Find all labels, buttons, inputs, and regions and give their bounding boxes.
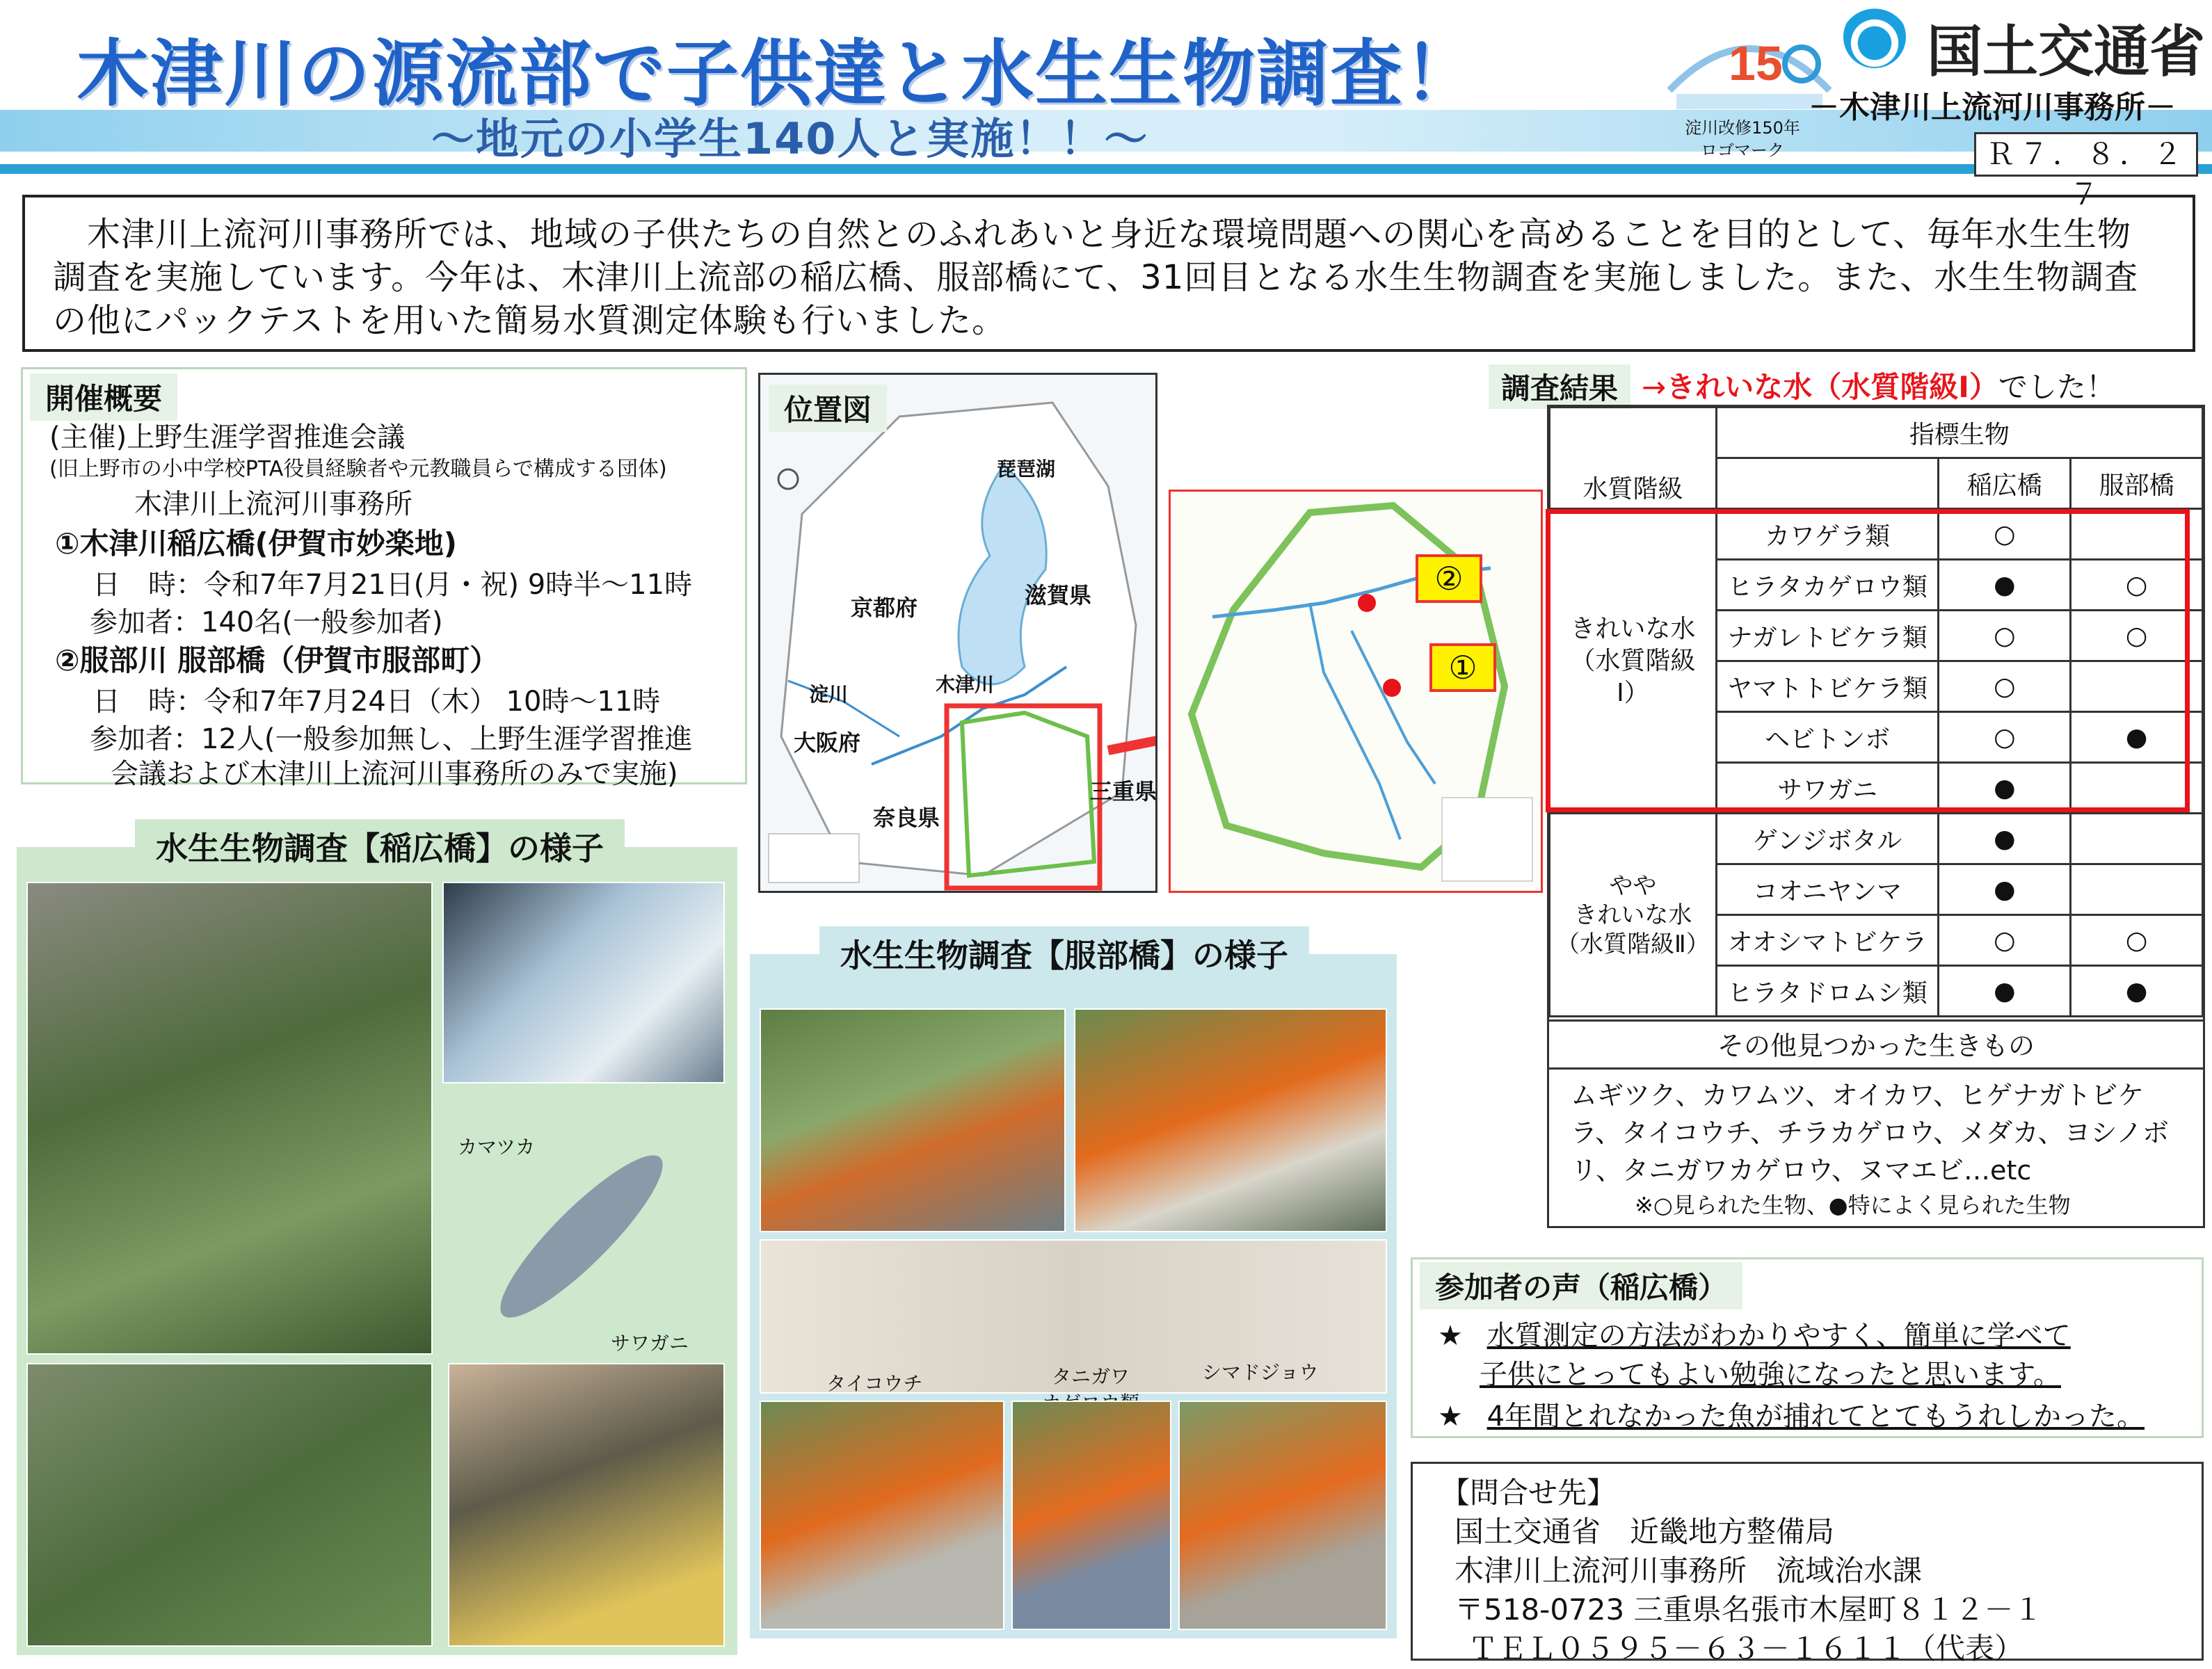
contact-heading: 【問合せ先】 bbox=[1441, 1476, 1617, 1510]
site1-mark: ○ bbox=[1939, 712, 2071, 763]
site1-mark: ○ bbox=[1939, 661, 2071, 712]
photo-river-survey bbox=[760, 1008, 1066, 1232]
voice-heading: 参加者の声（稲広橋） bbox=[1420, 1262, 1742, 1309]
page-subtitle: ～地元の小学生140人と実施！！～ bbox=[431, 113, 1149, 164]
indicator-name: オオシマトビケラ bbox=[1716, 915, 1939, 966]
page-title: 木津川の源流部で子供達と水生生物調査！ bbox=[77, 31, 1478, 116]
caption-taikouchi: タイコウチ bbox=[826, 1372, 923, 1395]
voice-item-1-line-a: 水質測定の方法がわかりやすく、簡単に学べて bbox=[1486, 1320, 2071, 1352]
results-tail: でした！ bbox=[1998, 370, 2115, 404]
voice-item-2 bbox=[1438, 1394, 2145, 1434]
indicator-name: ヒラタカゲロウ類 bbox=[1716, 560, 1939, 611]
map-label-mie: 三重県 bbox=[1090, 778, 1157, 805]
indicator-name: ヘビトンボ bbox=[1716, 712, 1939, 763]
organizer: (主催)上野生涯学習推進会議 bbox=[49, 421, 406, 453]
site1-title: ①木津川稲広橋(伊賀市妙楽地) bbox=[55, 526, 457, 561]
voice-item-2-text: 4年間とれなかった魚が捕れてとてもうれしかった。 bbox=[1486, 1401, 2145, 1433]
contact-line-2: 木津川上流河川事務所 流域治水課 bbox=[1454, 1554, 1923, 1588]
others-list: ムギツク、カワムツ、オイカワ、ヒゲナガトビケラ、タイコウチ、チラカゲロウ、メダカ、ヨシノボリ、タニガワカゲロウ、ヌマエビ…etc bbox=[1571, 1080, 2169, 1186]
map-label-biwako: 琵琶湖 bbox=[997, 458, 1056, 481]
site1-mark: ● bbox=[1939, 814, 2071, 864]
photos-inahiro-panel bbox=[17, 830, 737, 1655]
caption-shimadojou: シマドジョウ bbox=[1202, 1361, 1319, 1384]
class2-label: やや きれいな水 （水質階級Ⅱ） bbox=[1550, 814, 1717, 1017]
photos-hattori-panel bbox=[750, 937, 1397, 1638]
site2-participants-note: 会議および木津川上流河川事務所のみで実施) bbox=[111, 758, 678, 790]
voice-item-1 bbox=[1438, 1314, 2071, 1353]
photo-tray-check-1 bbox=[760, 1401, 1004, 1630]
caption-sawagani: サワガニ bbox=[611, 1332, 689, 1355]
svg-text:15: 15 bbox=[1729, 36, 1783, 90]
results-legend: ※○見られた生物、●特によく見られた生物 bbox=[1635, 1192, 2071, 1218]
site2-mark: ○ bbox=[2071, 560, 2203, 611]
marker-1: ① bbox=[1429, 643, 1496, 692]
contact-phone: ＴＥＬ０５９５－６３－１６１１（代表） bbox=[1468, 1631, 2024, 1666]
detail-map bbox=[1169, 490, 1543, 893]
co-organizer: 木津川上流河川事務所 bbox=[134, 488, 412, 520]
header-indicator: 指標生物 bbox=[1716, 408, 2202, 458]
map-label-shiga: 滋賀県 bbox=[1025, 582, 1092, 608]
site1-mark: ● bbox=[1939, 864, 2071, 915]
photo-group-survey bbox=[26, 1363, 433, 1647]
site2-date: 日 時：令和7年7月24日（木） 10時～11時 bbox=[93, 686, 661, 718]
map-drawing bbox=[760, 375, 1155, 891]
indicator-name: ナガレトビケラ類 bbox=[1716, 611, 1939, 661]
contact-box bbox=[1411, 1462, 2204, 1666]
results-highlight: きれいな水（水質階級Ⅰ） bbox=[1666, 370, 1998, 404]
location-map bbox=[758, 373, 1157, 893]
site2-title: ②服部川 服部橋（伊賀市服部町） bbox=[55, 643, 499, 677]
site1-mark: ○ bbox=[1939, 611, 2071, 661]
ministry-name: 国土交通省 bbox=[1927, 19, 2205, 84]
site1-participants: 参加者：140名(一般参加者) bbox=[90, 606, 443, 638]
map-label-kyoto: 京都府 bbox=[851, 595, 918, 621]
summary-panel bbox=[21, 367, 747, 790]
results-summary bbox=[1642, 364, 2115, 406]
star-icon: ★ bbox=[1438, 1401, 1463, 1433]
issue-date: Ｒ７．８．２７ bbox=[1974, 132, 2198, 177]
map-heading: 位置図 bbox=[769, 385, 887, 432]
indicator-name: ヒラタドロムシ類 bbox=[1716, 966, 1939, 1017]
photos-hattori-heading: 水生生物調査【服部橋】の様子 bbox=[819, 926, 1309, 981]
contact-line-1: 国土交通省 近畿地方整備局 bbox=[1454, 1515, 1835, 1549]
header-site1: 稲広橋 bbox=[1939, 458, 2071, 509]
results-arrow: → bbox=[1642, 370, 1667, 404]
site2-mark bbox=[2071, 814, 2203, 864]
site1-mark: ○ bbox=[1939, 915, 2071, 966]
photo-tray-check-3 bbox=[1178, 1401, 1387, 1630]
others-title: その他見つかった生きもの bbox=[1548, 1019, 2204, 1070]
map-label-kizugawa: 木津川 bbox=[936, 673, 995, 696]
map-label-yodogawa: 淀川 bbox=[809, 683, 849, 706]
header-site2: 服部橋 bbox=[2071, 458, 2203, 509]
class1-highlight-frame bbox=[1546, 509, 2190, 812]
caption-kamatsuka: カマツカ bbox=[458, 1136, 536, 1159]
indicator-name: カワゲラ類 bbox=[1716, 509, 1939, 560]
header-divider bbox=[0, 164, 2212, 174]
site2-mark: ○ bbox=[2071, 915, 2203, 966]
marker-2: ② bbox=[1416, 554, 1482, 603]
class1-label: きれいな水 （水質階級 Ⅰ） bbox=[1550, 509, 1717, 814]
photo-tray-check-2 bbox=[1011, 1401, 1171, 1630]
summary-heading: 開催概要 bbox=[30, 373, 177, 421]
map-label-osaka: 大阪府 bbox=[794, 729, 861, 756]
site1-mark: ● bbox=[1939, 763, 2071, 814]
photos-inahiro-heading: 水生生物調査【稲広橋】の様子 bbox=[135, 819, 625, 873]
photo-sample-trays bbox=[442, 882, 725, 1083]
indicator-name: コオニヤンマ bbox=[1716, 864, 1939, 915]
star-icon: ★ bbox=[1438, 1320, 1463, 1352]
indicator-name: サワガニ bbox=[1716, 763, 1939, 814]
site2-mark bbox=[2071, 864, 2203, 915]
site1-mark: ● bbox=[1939, 560, 2071, 611]
indicator-name: ゲンジボタル bbox=[1716, 814, 1939, 864]
contact-line-3: 〒518-0723 三重県名張市木屋町８１２－１ bbox=[1454, 1593, 2043, 1627]
map-label-nara: 奈良県 bbox=[873, 805, 940, 831]
intro-text: 木津川上流河川事務所では、地域の子供たちの自然とのふれあいと身近な環境問題への関心を高めることを目的として、毎年水生生物調査を実施しています。今年は、木津川上流部の稲広橋、服部橋にて、31回目となる水生生物調査を実施しました。また、水生生物調査の他にパックテストを用いた簡易水質測定体験も行いました。 bbox=[22, 195, 2195, 352]
photo-results-sheet bbox=[1074, 1008, 1387, 1232]
site2-mark: ● bbox=[2071, 966, 2203, 1017]
header-class: 水質階級 bbox=[1550, 408, 1717, 509]
site2-mark: ○ bbox=[2071, 611, 2203, 661]
site2-mark: ● bbox=[2071, 712, 2203, 763]
office-name: －木津川上流河川事務所－ bbox=[1809, 90, 2176, 125]
site2-participants: 参加者：12人(一般参加無し、上野生涯学習推進 bbox=[90, 723, 693, 755]
site1-mark: ● bbox=[1939, 966, 2071, 1017]
logo-caption-line1: 淀川改修150年 bbox=[1685, 118, 1800, 138]
header-blank bbox=[1716, 458, 1939, 509]
photo-net-sampling bbox=[448, 1363, 725, 1647]
site1-date: 日 時：令和7年7月21日(月・祝) 9時半～11時 bbox=[93, 569, 693, 601]
logo-caption bbox=[1656, 117, 1829, 161]
logo-caption-line2: ロゴマーク bbox=[1701, 140, 1784, 160]
organizer-note: (旧上野市の小中学校PTA役員経験者や元教職員らで構成する団体) bbox=[49, 457, 667, 481]
caption-tanigawa-1: タニガワ bbox=[1052, 1365, 1130, 1388]
results-heading: 調査結果 bbox=[1489, 364, 1630, 409]
voice-panel bbox=[1411, 1257, 2204, 1438]
voice-item-1-line-b: 子供にとってもよい勉強になったと思います。 bbox=[1480, 1359, 2061, 1391]
site1-mark: ○ bbox=[1939, 509, 2071, 560]
mlit-logo-icon bbox=[1843, 6, 1906, 68]
photo-stream-children bbox=[26, 882, 433, 1355]
indicator-name: ヤマトトビケラ類 bbox=[1716, 661, 1939, 712]
